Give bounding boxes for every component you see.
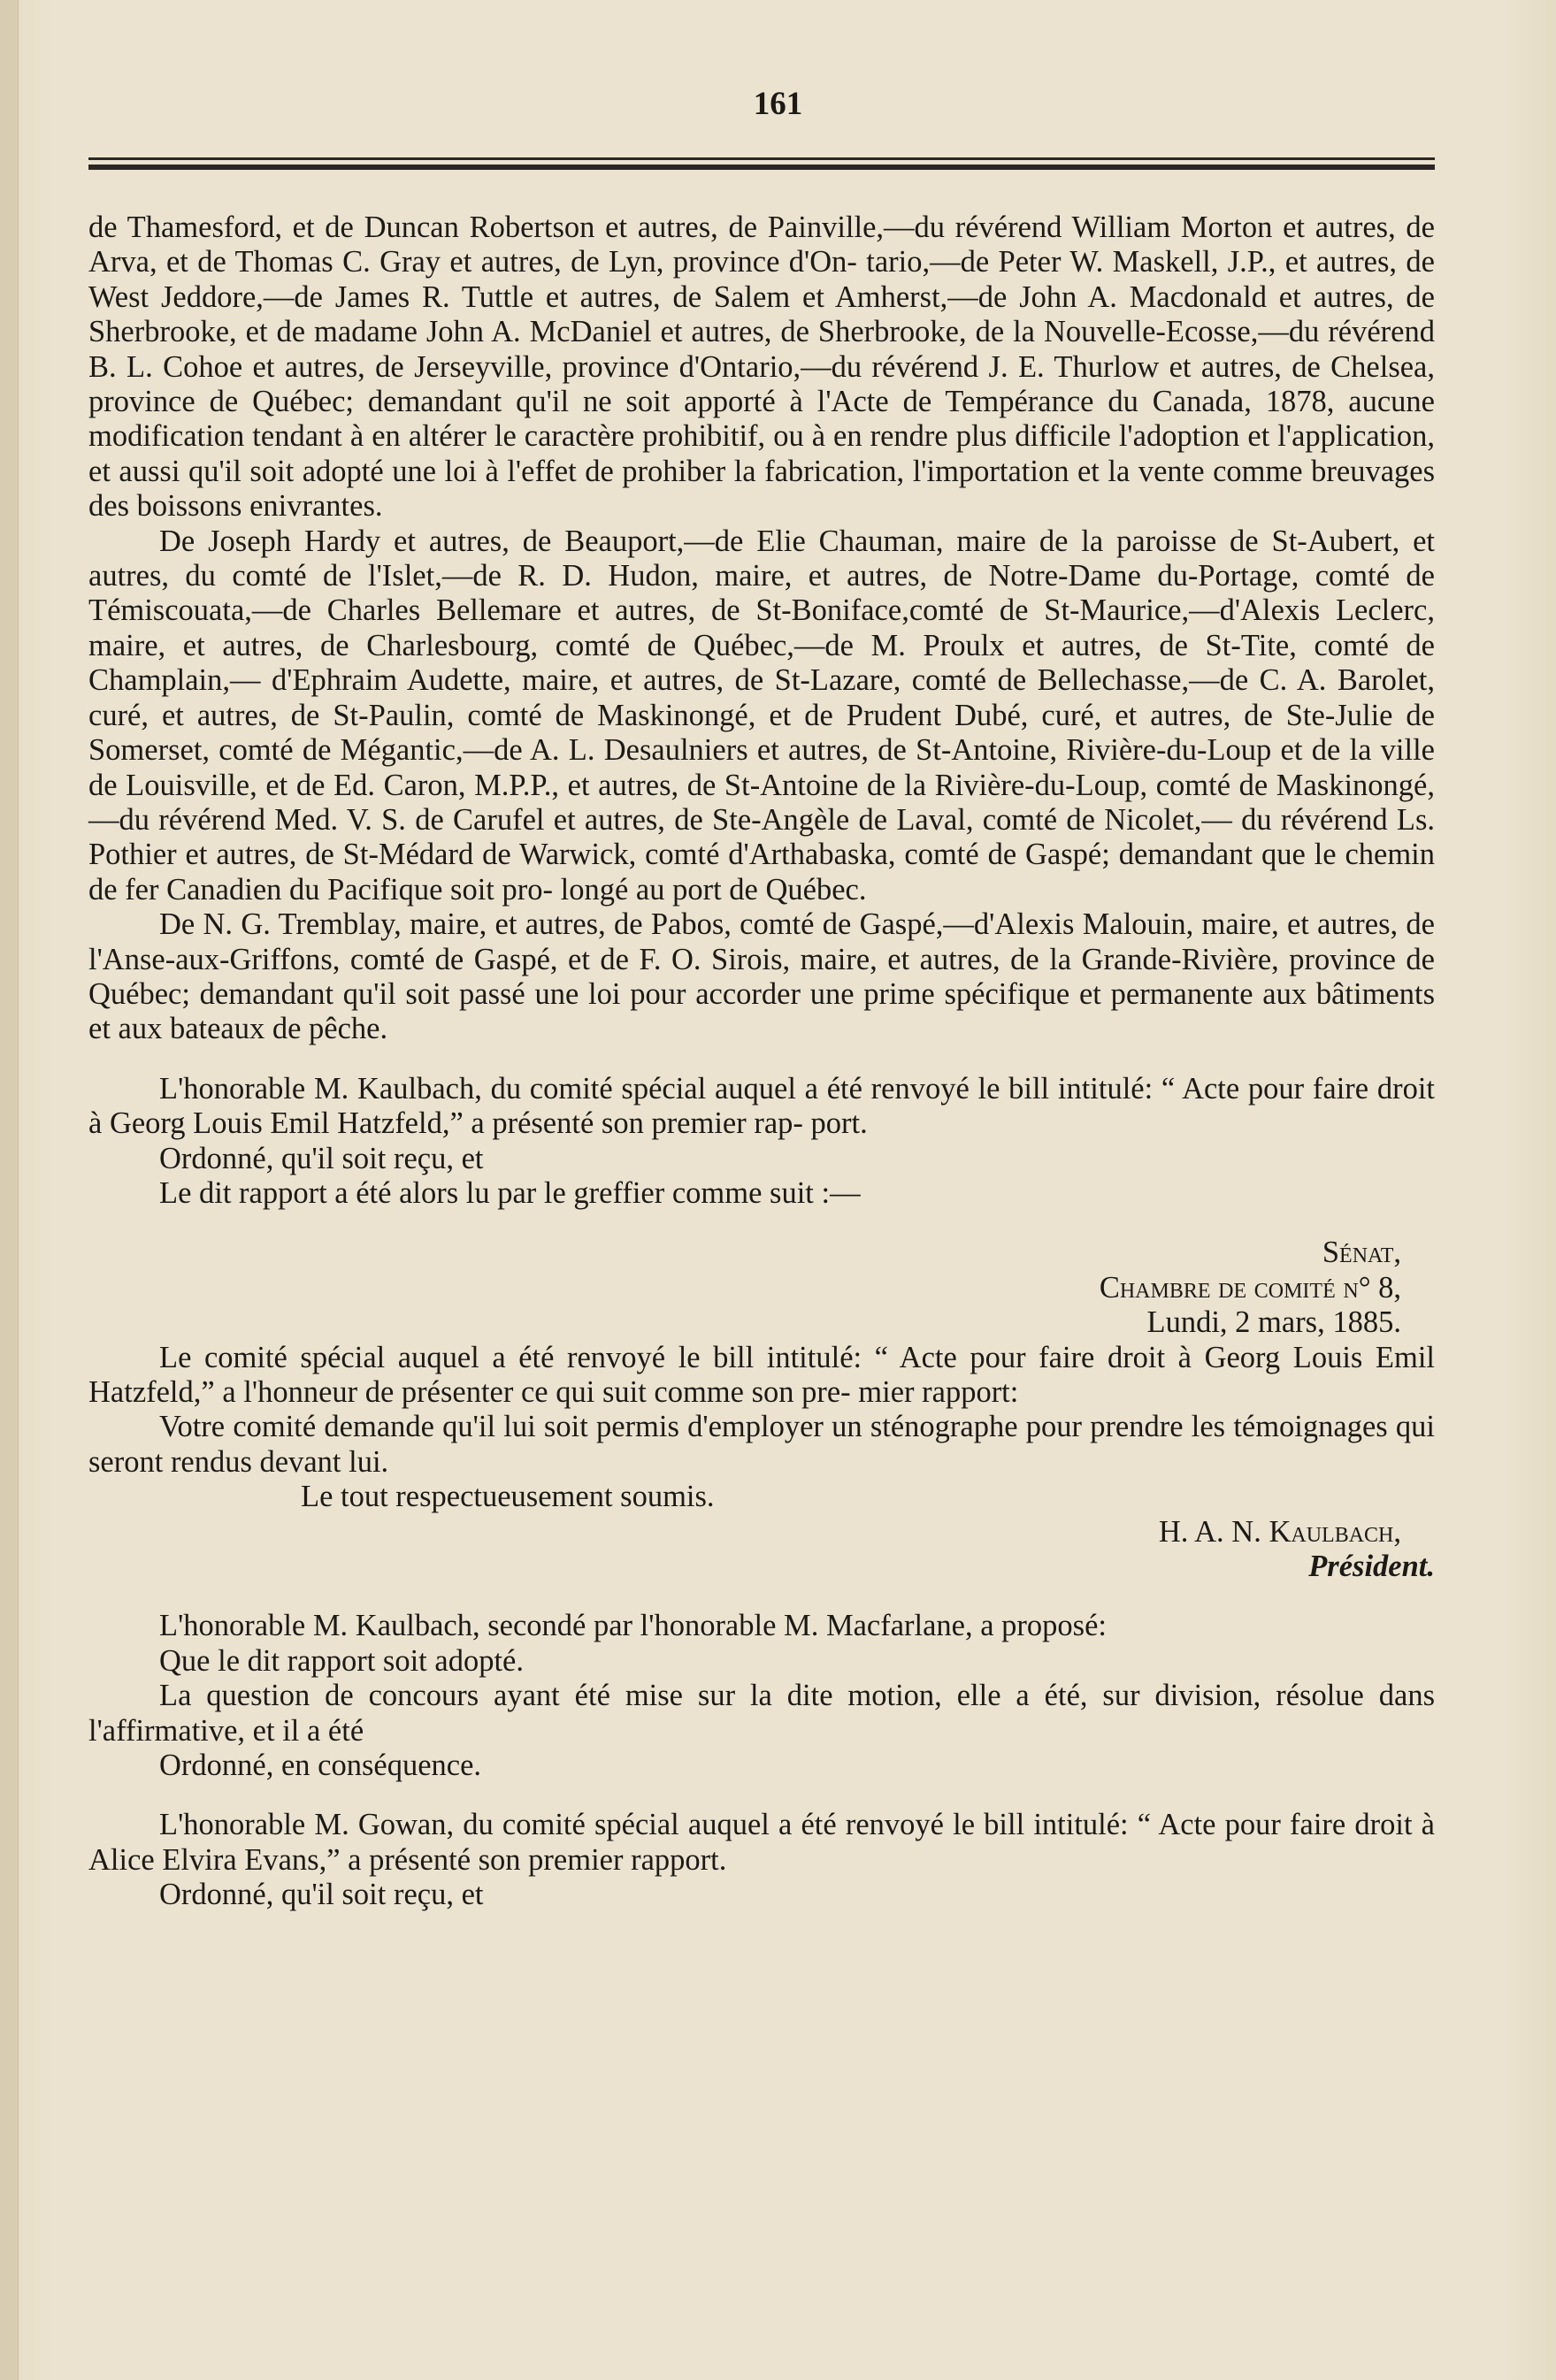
report-request-paragraph: Votre comité demande qu'il lui soit permis d'employer un sténographe pour prendre les témoignages qui seront rendus devant lui. xyxy=(88,1410,1435,1479)
gowan-ordered-received-line: Ordonné, qu'il soit reçu, et xyxy=(159,1878,484,1912)
heading-committee-room: Chambre de comité n° 8, xyxy=(1099,1270,1401,1305)
report-closing-line: Le tout respectueusement soumis. xyxy=(301,1480,715,1514)
petition-paragraph-railway: De Joseph Hardy et autres, de Beauport,—de Elie Chauman, maire de la paroisse de St-Aubert, et autres, du comté de l'Islet,—de R. D. Hudon, maire, et autres, de Notre-Dame du-Portage, comté de Témiscouata,—de Charles Bellemare et autres, de St-Boniface,comté de St-Maurice,—d'Alexis Leclerc, maire, et autres, de Charlesbourg, comté de Québec,—de M. Proulx et autres, de St-Tite, comté de Champlain,— d'Ephraim Audette, maire, et autres, de St-Lazare, comté de Bellechasse,—de C. A. Barolet, curé, et autres, de St-Paulin, comté de Maskinongé, et de Prudent Dubé, curé, et autres, de Ste-Julie de Somerset, comté de Mégantic,—de A. L. Desaulniers et autres, de St-Antoine, Rivière-du-Loup et de la ville de Louisville, et de Ed. Caron, M.P.P., et autres, de St-Antoine de la Rivière-du-Loup, comté de Maskinongé,—du révérend Med. V. S. de Carufel et autres, de Ste-Angèle de Laval, comté de Nicolet,— du révérend Ls. Pothier et autres, de St-Médard de Warwick, comté d'Arthabaska, comté de Gaspé; demandant que le chemin de fer Canadien du Pacifique soit pro- longé au port de Québec. xyxy=(88,524,1435,907)
document-body xyxy=(88,210,1435,1913)
report-text-paragraph: Le comité spécial auquel a été renvoyé le bill intitulé: “ Acte pour faire droit à Georg Louis Emil Hatzfeld,” a l'honneur de présenter ce qui suit comme son pre- mier rapport: xyxy=(88,1340,1435,1409)
motion-paragraph: L'honorable M. Kaulbach, secondé par l'honorable M. Macfarlane, a proposé: xyxy=(159,1609,1107,1643)
report-read-line: Le dit rapport a été alors lu par le greffier comme suit :— xyxy=(159,1175,861,1210)
ordered-consequence-line: Ordonné, en conséquence. xyxy=(159,1749,482,1783)
gowan-report-paragraph: L'honorable M. Gowan, du comité spécial auquel a été renvoyé le bill intitulé: “ Acte pour faire droit à Alice Elvira Evans,” a présenté son premier rapport. xyxy=(88,1808,1435,1877)
division-paragraph: La question de concours ayant été mise sur la dite motion, elle a été, sur division, résolue dans l'affirmative, et il a été xyxy=(88,1679,1435,1748)
petition-paragraph-temperance: de Thamesford, et de Duncan Robertson et autres, de Painville,—du révérend William Morton et autres, de Arva, et de Thomas C. Gray et autres, de Lyn, province d'On- tario,—de Peter W. Maskell, J.P., et autres, de West Jeddore,—de James R. Tuttle et autres, de Salem et Amherst,—de John A. Macdonald et autres, de Sherbrooke, et de madame John A. McDaniel et autres, de Sherbrooke, de la Nouvelle-Ecosse,—du révérend B. L. Cohoe et autres, de Jerseyville, province d'Ontario,—du révérend J. E. Thurlow et autres, de Chelsea, province de Québec; demandant qu'il ne soit apporté à l'Acte de Tempérance du Canada, 1878, aucune modification tendant à en altérer le caractère prohibitif, ou à en rendre plus difficile l'adoption et l'application, et aussi qu'il soit adopté une loi à l'effet de prohiber la fabrication, l'importation et la vente comme breuvages des boissons enivrantes. xyxy=(88,210,1435,524)
heading-senate: Sénat, xyxy=(1322,1236,1401,1270)
report-signature: H. A. N. Kaulbach, xyxy=(1158,1514,1401,1549)
page-number: 161 xyxy=(753,86,803,122)
motion-text-line: Que le dit rapport soit adopté. xyxy=(159,1643,524,1678)
header-rule-thin xyxy=(88,157,1435,160)
header-rule-thick xyxy=(88,165,1435,170)
ordered-received-line: Ordonné, qu'il soit reçu, et xyxy=(159,1141,484,1175)
kaulbach-report-paragraph: L'honorable M. Kaulbach, du comité spécial auquel a été renvoyé le bill intitulé: “ Acte pour faire droit à Georg Louis Emil Hatzfeld,” a présenté son premier rap- port. xyxy=(88,1071,1435,1141)
page-edge xyxy=(0,0,19,2380)
heading-date: Lundi, 2 mars, 1885. xyxy=(1146,1305,1401,1340)
report-signature-title: Président. xyxy=(1308,1550,1435,1584)
petition-paragraph-fishing: De N. G. Tremblay, maire, et autres, de Pabos, comté de Gaspé,—d'Alexis Malouin, maire, et autres, de l'Anse-aux-Griffons, comté de Gaspé, et de F. O. Sirois, maire, et autres, de la Grande-Rivière, province de Québec; demandant qu'il soit passé une loi pour accorder une prime spécifique et permanente aux bâtiments et aux bateaux de pêche. xyxy=(88,907,1435,1046)
